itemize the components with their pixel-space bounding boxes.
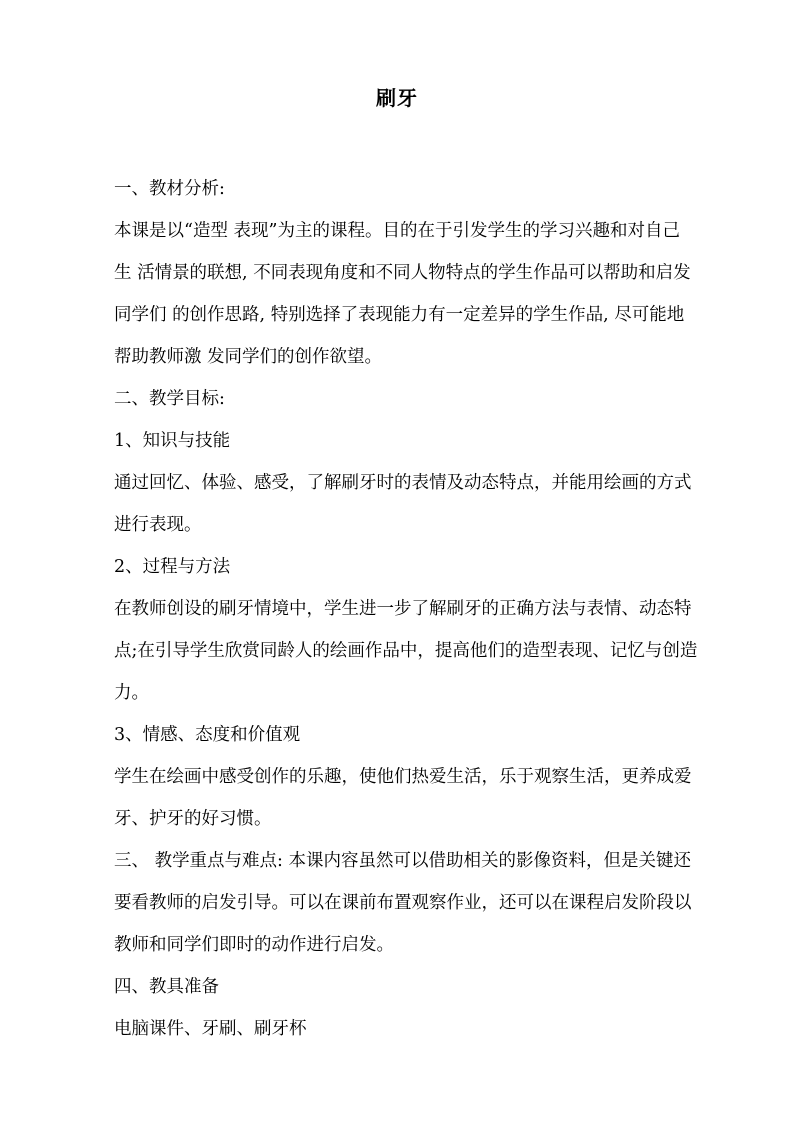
paragraph-line: 帮助教师激 发同学们的创作欲望。 <box>114 347 383 367</box>
paragraph-line: 本课是以“造型 表现”为主的课程。目的在于引发学生的学习兴趣和对自己 <box>114 221 680 241</box>
paragraph-line: 通过回忆、体验、感受，了解刷牙时的表情及动态特点，并能用绘画的方式 <box>114 473 692 493</box>
paragraph-line: 点;在引导学生欣赏同龄人的绘画作品中，提高他们的造型表现、记忆与创造 <box>114 641 698 661</box>
paragraph-line: 要看教师的启发引导。可以在课前布置观察作业，还可以在课程启发阶段以 <box>114 893 692 913</box>
document-body <box>114 168 734 1050</box>
paragraph-line: 电脑课件、牙刷、刷牙杯 <box>114 1019 307 1039</box>
paragraph-line: 同学们 的创作思路, 特别选择了表现能力有一定差异的学生作品, 尽可能地 <box>114 305 685 325</box>
subheading-emotion-values: 3、情感、态度和价值观 <box>114 725 301 745</box>
section-heading-textbook-analysis: 一、教材分析: <box>114 179 225 199</box>
section-heading-teaching-aids: 四、教具准备 <box>114 977 219 997</box>
paragraph-line: 生 活情景的联想, 不同表现角度和不同人物特点的学生作品可以帮助和启发 <box>114 263 691 283</box>
paragraph-line: 教师和同学们即时的动作进行启发。 <box>114 935 394 955</box>
paragraph-line: 进行表现。 <box>114 515 202 535</box>
paragraph-line: 力。 <box>114 683 149 703</box>
paragraph-line: 牙、护牙的好习惯。 <box>114 809 272 829</box>
paragraph-line: 学生在绘画中感受创作的乐趣，使他们热爱生活，乐于观察生活，更养成爱 <box>114 767 692 787</box>
section-heading-teaching-goals: 二、教学目标: <box>114 389 225 409</box>
subheading-process-methods: 2、过程与方法 <box>114 557 231 577</box>
document-title: 刷牙 <box>376 86 418 110</box>
subheading-knowledge-skills: 1、知识与技能 <box>114 431 231 451</box>
paragraph-line: 在教师创设的刷牙情境中，学生进一步了解刷牙的正确方法与表情、动态特 <box>114 599 692 619</box>
section-heading-key-points: 三、 教学重点与难点: 本课内容虽然可以借助相关的影像资料，但是关键还 <box>114 851 692 871</box>
